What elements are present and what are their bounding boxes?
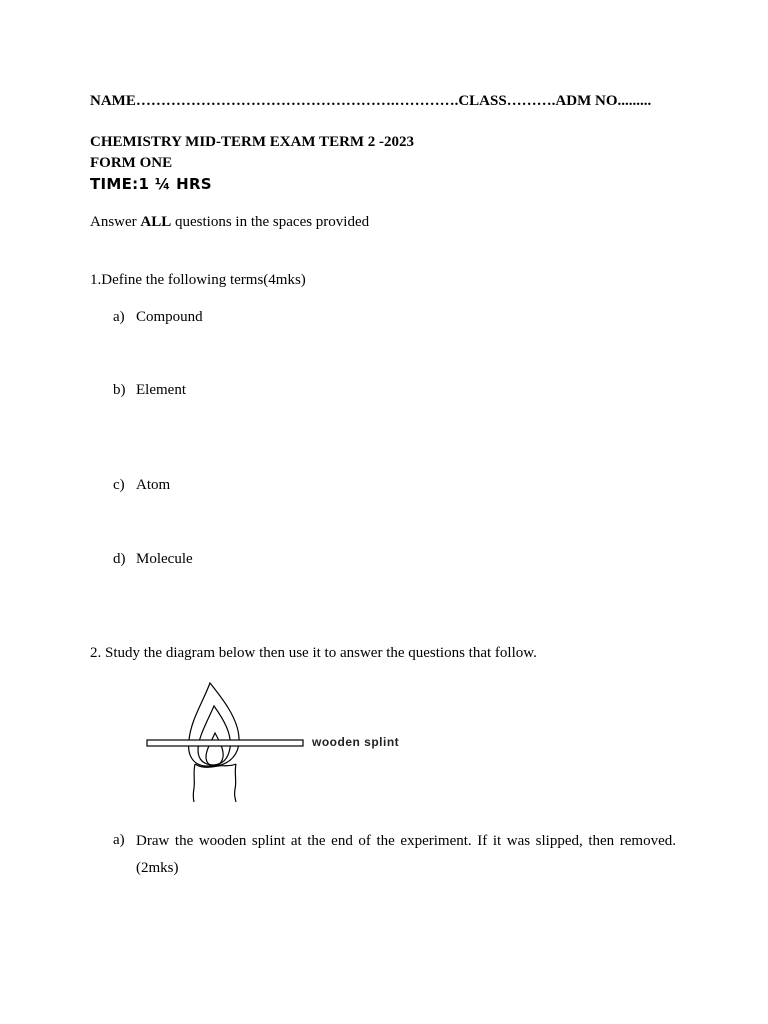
instructions-prefix: Answer [90,214,141,230]
q2-item-a-letter: a) [113,832,125,848]
splint-label: wooden splint [312,735,400,749]
question-1-text: 1.Define the following terms(4mks) [90,272,306,288]
outer-flame [189,683,239,766]
exam-time: TIME:1 ¼ HRS [90,175,212,193]
form-level: FORM ONE [90,155,173,171]
candle-right-side [235,764,236,802]
instructions-suffix: questions in the spaces provided [171,214,370,230]
q1-item-d-letter: d) [113,551,126,567]
candle-splint-diagram [140,676,410,808]
q1-item-d-text: Molecule [136,551,193,567]
q1-item-c-letter: c) [113,477,125,493]
q1-item-b-letter: b) [113,382,126,398]
q1-item-a-letter: a) [113,309,125,325]
q2-item-a-text: Draw the wooden splint at the end of the experiment. If it was slipped, then removed. (2mks) [136,833,676,876]
instructions-emphasis: ALL [140,214,172,230]
q1-item-a-text: Compound [136,309,203,325]
instructions [90,214,369,231]
candle-left-side [193,764,195,802]
q1-item-c-text: Atom [136,477,171,493]
question-2-text: 2. Study the diagram below then use it to answer the questions that follow. [90,645,537,661]
exam-title: CHEMISTRY MID-TERM EXAM TERM 2 -2023 [90,134,415,150]
student-info-line: NAME…………………………………………….………….CLASS……….ADM NO......... [90,93,652,109]
q1-item-b-text: Element [136,382,186,398]
wooden-splint [147,740,303,746]
inner-flame [206,733,223,766]
